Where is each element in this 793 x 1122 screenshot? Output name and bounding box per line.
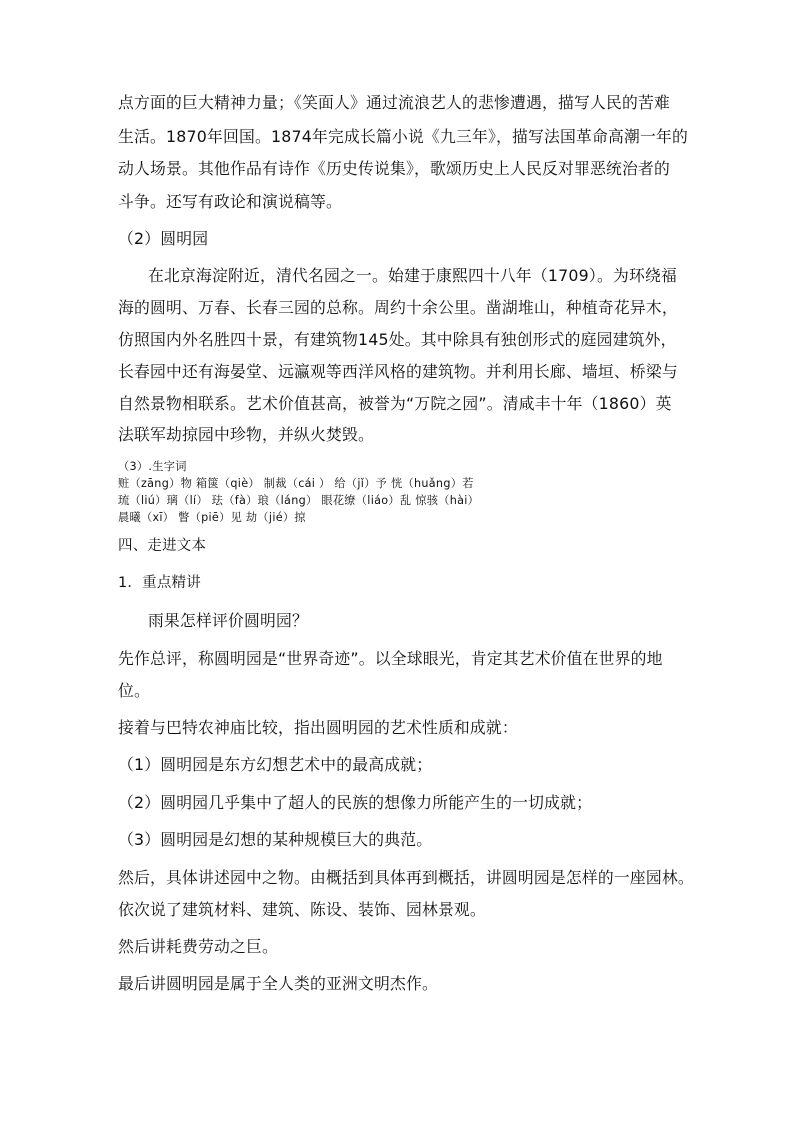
section-heading-yuanmingyuan: （2）圆明园: [118, 229, 209, 248]
answer-line-6: （3）圆明园是幻想的某种规模巨大的典范。: [118, 830, 433, 849]
answer-line-9: 然后讲耗费劳动之巨。: [118, 937, 278, 956]
vocabulary-line-2: 琉（liú）璃（lí） 珐（fà）琅（láng） 眼花缭（liáo）乱 惊骇（hài）: [118, 494, 480, 507]
yuanmingyuan-line-6: 法联军劫掠园中珍物，并纵火焚毁。: [118, 425, 374, 444]
yuanmingyuan-line-4: 长春园中还有海晏堂、远瀛观等西洋风格的建筑物。并利用长廊、墙垣、桥梁与: [118, 362, 678, 381]
vocabulary-line-3: 晨曦（xī） 瞥（piē）见 劫（jié）掠: [118, 511, 306, 524]
answer-line-8: 依次说了建筑材料、建筑、陈设、装饰、园林景观。: [118, 900, 486, 919]
yuanmingyuan-line-1: 在北京海淀附近，清代名园之一。始建于康熙四十八年（1709）。为环绕福: [148, 266, 678, 285]
yuanmingyuan-line-3: 仿照国内外名胜四十景，有建筑物145处。其中除具有独创形式的庭园建筑外，: [118, 330, 677, 349]
intro-line-3: 动人场景。其他作品有诗作《历史传说集》，歌颂历史上人民反对罪恶统治者的: [118, 159, 670, 178]
answer-line-7: 然后，具体讲述园中之物。由概括到具体再到概括，讲圆明园是怎样的一座园林。: [118, 868, 694, 887]
subsection-heading: 1．重点精讲: [118, 575, 201, 591]
vocabulary-line-1: 赃（zāng）物 箱箧（qiè） 制裁（cái ） 给（jǐ）予 恍（huǎng）若: [118, 477, 474, 490]
answer-line-5: （2）圆明园几乎集中了超人的民族的想像力所能产生的一切成就；: [118, 793, 593, 812]
yuanmingyuan-line-2: 海的圆明、万春、长春三园的总称。周约十余公里。凿湖堆山，种植奇花异木，: [118, 298, 678, 317]
answer-line-3: 接着与巴特农神庙比较，指出圆明园的艺术性质和成就：: [118, 718, 518, 737]
intro-line-2: 生活。1870年回国。1874年完成长篇小说《九三年》，描写法国革命高潮一年的: [118, 127, 689, 146]
section-four-heading: 四、走进文本: [118, 538, 207, 554]
answer-line-1: 先作总评，称圆明园是“世界奇迹”。以全球眼光，肯定其艺术价值在世界的地: [118, 649, 663, 668]
question-text: 雨果怎样评价圆明园？: [148, 611, 308, 630]
yuanmingyuan-line-5: 自然景物相联系。艺术价值甚高，被誉为“万院之园”。清咸丰十年（1860）英: [118, 394, 672, 413]
intro-line-1: 点方面的巨大精神力量；《笑面人》通过流浪艺人的悲惨遭遇，描写人民的苦难: [118, 93, 670, 112]
answer-line-4: （1）圆明园是东方幻想艺术中的最高成就；: [118, 755, 433, 774]
answer-line-2: 位。: [118, 681, 150, 700]
vocabulary-heading: （3）.生字词: [118, 460, 187, 473]
intro-line-4: 斗争。还写有政论和演说稿等。: [118, 192, 342, 211]
answer-line-10: 最后讲圆明园是属于全人类的亚洲文明杰作。: [118, 974, 438, 993]
